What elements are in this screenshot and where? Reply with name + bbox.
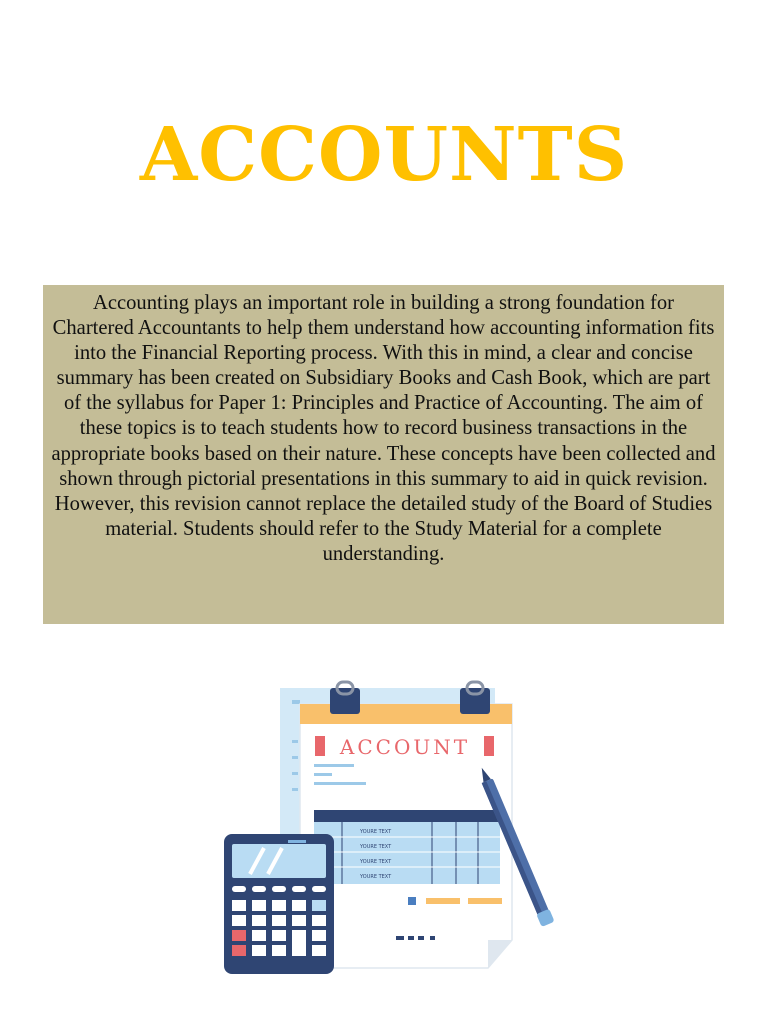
summary-box bbox=[43, 285, 724, 624]
page-title: ACCOUNTS bbox=[139, 112, 629, 198]
illustration-heading: ACCOUNT bbox=[339, 735, 471, 759]
summary-text: Accounting plays an important role in building a strong foundation for Chartered Accountants to help them understand how accounting information fits into the Financial Reporting process. With this in mind, a clear and concise summary has been created on Subsidiary Books and Cash Book, which are part of the syllabus for Paper 1: Principles and Practice of Accounting. The aim of these topics is to teach students how to record business transactions in the appropriate books based on their nature. These concepts have been collected and shown through pictorial presentations in this summary to aid in quick revision. However, this revision cannot replace the detailed study of the Board of Studies material. Students should refer to the Study Material for a complete understanding. bbox=[51, 292, 716, 565]
accounting-illustration bbox=[210, 678, 570, 988]
table-row-label: YOURE TEXT bbox=[360, 844, 392, 850]
table-row-label: YOURE TEXT bbox=[360, 874, 392, 880]
table-row-label: YOURE TEXT bbox=[360, 859, 392, 865]
calculator-icon bbox=[224, 834, 334, 974]
table-row-label: YOURE TEXT bbox=[360, 829, 392, 835]
